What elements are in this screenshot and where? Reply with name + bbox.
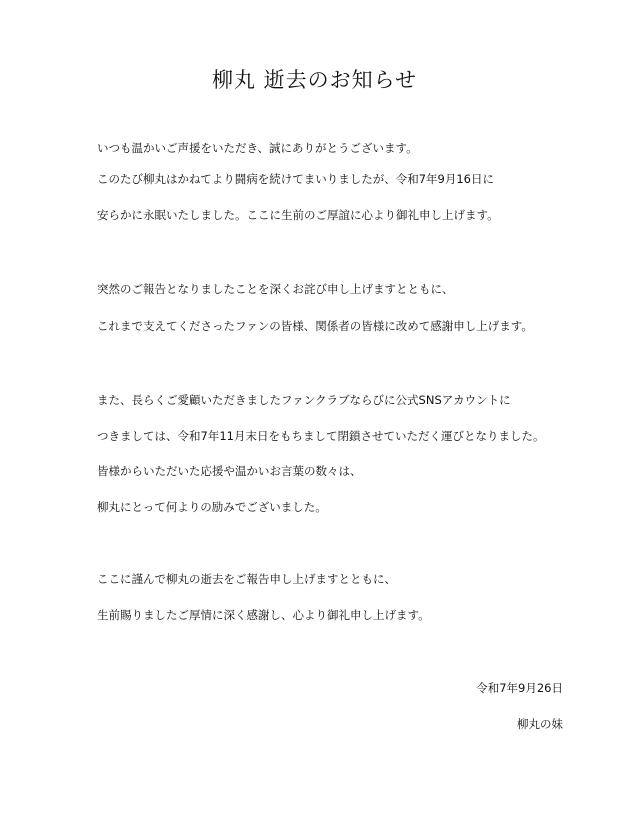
notice-title: 柳丸 逝去のお知らせ (211, 68, 418, 92)
body-line: また、長らくご愛顧いただきましたファンクラブならびに公式SNSアカウントに (97, 393, 511, 407)
notice-date: 令和7年9月26日 (476, 681, 563, 695)
body-line: つきましては、令和7年11月末日をもちまして閉鎖させていただく運びとなりました。 (97, 429, 545, 443)
body-line: ここに謹んで柳丸の逝去をご報告申し上げますとともに、 (97, 572, 396, 586)
body-line: 皆様からいただいた応援や温かいお言葉の数々は、 (97, 464, 362, 478)
notice-signature: 柳丸の妹 (517, 717, 563, 731)
body-line: 柳丸にとって何よりの励みでございました。 (97, 500, 327, 514)
body-line: いつも温かいご声援をいただき、誠にありがとうございます。 (97, 141, 418, 155)
body-line: このたび柳丸はかねてより闘病を続けてまいりましたが、令和7年9月16日に (97, 172, 494, 186)
body-line: 突然のご報告となりましたことを深くお詫び申し上げますとともに、 (97, 282, 454, 296)
body-line: 生前賜りましたご厚情に深く感謝し、心より御礼申し上げます。 (97, 608, 430, 622)
body-line: 安らかに永眠いたしました。ここに生前のご厚誼に心より御礼申し上げます。 (97, 208, 499, 222)
body-line: これまで支えてくださったファンの皆様、関係者の皆様に改めて感謝申し上げます。 (97, 319, 533, 333)
